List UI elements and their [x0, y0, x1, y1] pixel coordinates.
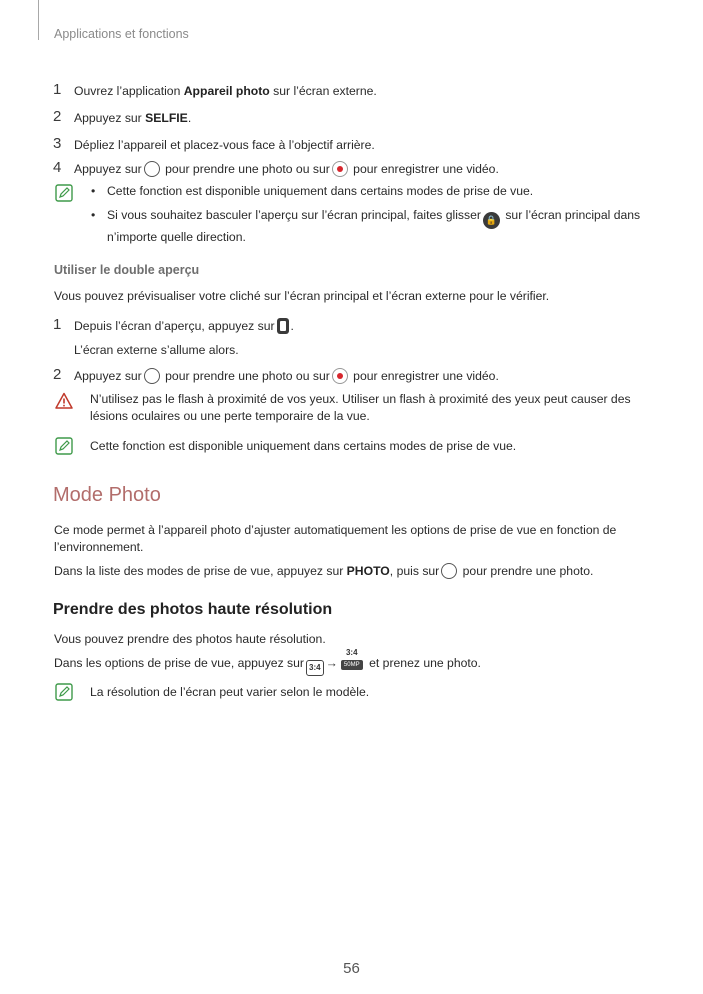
section-subheading: Utiliser le double aperçu	[54, 263, 200, 277]
bullet-dot: •	[91, 184, 96, 198]
ratio-icon: 3:4	[306, 660, 324, 676]
note-text: Cette fonction est disponible uniquement dans certains modes de prise de vue.	[90, 439, 517, 453]
phone-preview-icon	[277, 318, 289, 334]
record-icon	[332, 368, 348, 384]
note-icon	[55, 437, 73, 455]
header-rule	[38, 0, 39, 40]
section-title: Mode Photo	[53, 484, 161, 506]
step-text: Appuyez sur SELFIE.	[74, 111, 192, 125]
note-bullet: Si vous souhaitez basculer l’aperçu sur l’écran principal, faites glisser 🔒 sur l’écran principal dans n’importe quelle direction.	[107, 208, 641, 244]
paragraph: Dans la liste des modes de prise de vue, appuyez sur PHOTO, puis sur pour prendre une photo.	[54, 564, 594, 578]
step-number: 1	[53, 81, 62, 98]
section-intro: Vous pouvez prévisualiser votre cliché sur l’écran principal et l’écran externe pour le vérifier.	[54, 289, 550, 303]
paragraph: Ce mode permet à l’appareil photo d’ajuster automatiquement les options de prise de vue en fonction de l’environnement.	[54, 523, 617, 554]
lock-swipe-icon: 🔒	[483, 212, 500, 229]
step-number: 3	[53, 135, 62, 152]
note-bullet: Cette fonction est disponible uniquement dans certains modes de prise de vue.	[107, 184, 534, 198]
step-text: Appuyez sur pour prendre une photo ou sur pour enregistrer une vidéo.	[74, 162, 499, 176]
step-number: 2	[53, 108, 62, 125]
resolution-icon: 3:4 50MP	[341, 656, 363, 670]
subsection-title: Prendre des photos haute résolution	[53, 601, 333, 618]
shutter-circle-icon	[144, 161, 160, 177]
warning-text: N’utilisez pas le flash à proximité de vos yeux. Utiliser un flash à proximité des yeux peut causer des lésions oculaires ou une perte temporaire de la vue.	[90, 392, 631, 423]
step-subtext: L’écran externe s’allume alors.	[74, 343, 239, 357]
step-text: Appuyez sur pour prendre une photo ou sur pour enregistrer une vidéo.	[74, 369, 499, 383]
record-icon	[332, 161, 348, 177]
page-header: Applications et fonctions	[54, 27, 189, 41]
paragraph: Vous pouvez prendre des photos haute résolution.	[54, 632, 326, 646]
shutter-circle-icon	[441, 563, 457, 579]
step-text: Ouvrez l’application Appareil photo sur l’écran externe.	[74, 84, 377, 98]
warning-icon	[55, 392, 73, 410]
note-icon	[55, 184, 73, 202]
note-icon	[55, 683, 73, 701]
note-text: La résolution de l’écran peut varier selon le modèle.	[90, 685, 370, 699]
paragraph: Dans les options de prise de vue, appuyez sur 3:4 → 3:4 50MP et prenez une photo.	[54, 655, 654, 676]
step-number: 4	[53, 159, 62, 176]
step-number: 1	[53, 316, 62, 333]
page-number: 56	[343, 960, 360, 977]
step-text: Dépliez l’appareil et placez-vous face à l’objectif arrière.	[74, 138, 375, 152]
step-text: Depuis l’écran d’aperçu, appuyez sur .	[74, 319, 294, 333]
step-number: 2	[53, 366, 62, 383]
shutter-circle-icon	[144, 368, 160, 384]
bullet-dot: •	[91, 208, 96, 222]
